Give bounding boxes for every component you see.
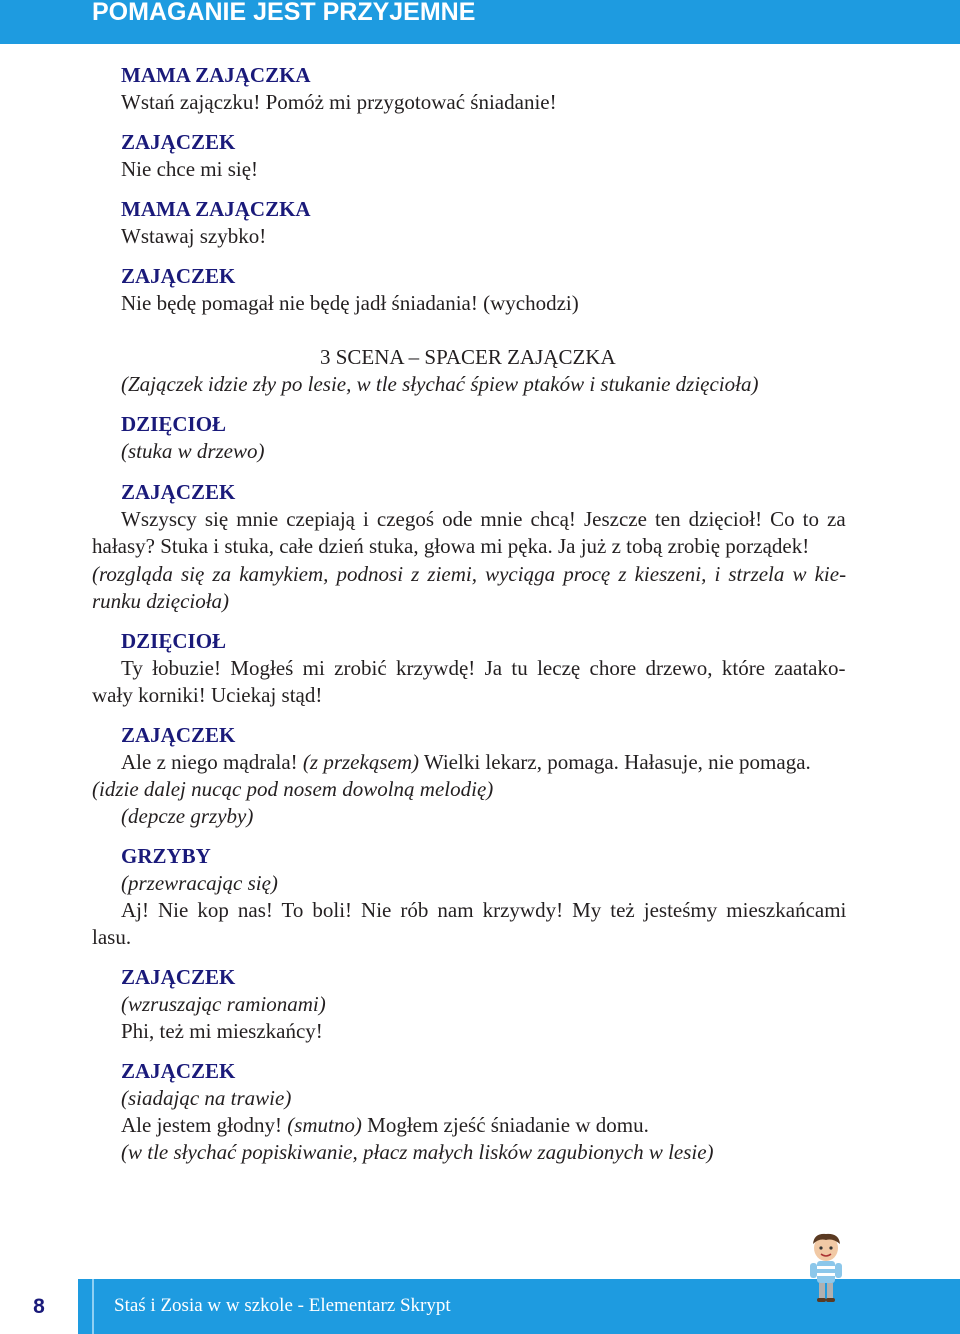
page-header [0, 0, 960, 44]
stage-direction: (przewracając się) [121, 871, 278, 895]
stage-direction: (siadając na trawie) [121, 1086, 292, 1110]
dialogue-fragment: Ale jestem głodny! [121, 1113, 288, 1137]
stage-direction: (depcze grzyby) [121, 804, 254, 828]
dialogue-line: Wstań zajączku! Pomóż mi przygotować śniadanie! [121, 90, 557, 114]
inline-direction: (smutno) [287, 1113, 362, 1137]
dialogue-fragment: Ale z niego mądrala! [121, 750, 303, 774]
speaker-name: MAMA ZAJĄCZKA [121, 63, 311, 87]
stage-direction: (idzie dalej nucąc pod nosem dowolną melodię) [92, 777, 494, 801]
dialogue-line: Wstawaj szybko! [121, 224, 267, 248]
speaker-name: DZIĘCIOŁ [121, 412, 227, 436]
boy-illustration-icon [800, 1232, 852, 1304]
dialogue-line: Wszyscy się mnie czepiają i czegoś ode mnie chcą! Jeszcze ten dzięcioł! Co to za [121, 507, 846, 531]
speaker-name: MAMA ZAJĄCZKA [121, 197, 311, 221]
dialogue-line: Phi, też mi mieszkańcy! [121, 1019, 323, 1043]
inline-direction: (z przekąsem) [302, 750, 419, 774]
speaker-name: ZAJĄCZEK [121, 723, 236, 747]
stage-direction: (Zajączek idzie zły po lesie, w tle słychać śpiew ptaków i stukanie dzięcioła) [121, 372, 759, 396]
speaker-name: DZIĘCIOŁ [121, 629, 227, 653]
stage-direction: runku dzięcioła) [92, 589, 230, 613]
dialogue-line: Ty łobuzie! Mogłeś mi zrobić krzywdę! Ja tu leczę chore drzewo, które zaatako- [121, 656, 846, 680]
speaker-name: ZAJĄCZEK [121, 965, 236, 989]
dialogue-fragment: Mogłem zjeść śniadanie w domu. [361, 1113, 649, 1137]
stage-direction: (wzruszając ramionami) [121, 992, 326, 1016]
stage-direction: (stuka w drzewo) [121, 439, 265, 463]
speaker-name: ZAJĄCZEK [121, 130, 236, 154]
dialogue-line: Aj! Nie kop nas! To boli! Nie rób nam krzywdy! My też jesteśmy mieszkańcami [121, 898, 847, 922]
dialogue-line: lasu. [92, 925, 132, 949]
page-header-title: POMAGANIE JEST PRZYJEMNE [92, 0, 476, 26]
dialogue-line: hałasy? Stuka i stuka, całe dzień stuka, głowa mi pęka. Ja już z tobą zrobię porządek! [92, 534, 810, 558]
dialogue-line: Nie chce mi się! [121, 157, 259, 181]
dialogue-line: wały korniki! Uciekaj stąd! [92, 683, 323, 707]
stage-direction: (w tle słychać popiskiwanie, płacz małych lisków zagubionych w lesie) [121, 1140, 714, 1164]
dialogue-line [121, 1112, 649, 1138]
dialogue-fragment: Wielki lekarz, pomaga. Hałasuje, nie pomaga. [418, 750, 811, 774]
scene-title: 3 SCENA – SPACER ZAJĄCZKA [320, 345, 616, 369]
speaker-name: ZAJĄCZEK [121, 264, 236, 288]
speaker-name: ZAJĄCZEK [121, 1059, 236, 1083]
speaker-name: GRZYBY [121, 844, 211, 868]
speaker-name: ZAJĄCZEK [121, 480, 236, 504]
dialogue-line [121, 749, 811, 775]
page-number: 8 [0, 1279, 78, 1334]
dialogue-line: Nie będę pomagał nie będę jadł śniadania! (wychodzi) [121, 291, 579, 315]
footer-divider [92, 1279, 94, 1334]
stage-direction: (rozgląda się za kamykiem, podnosi z ziemi, wyciąga procę z kieszeni, i strzela w kie- [92, 562, 847, 586]
footer-title: Staś i Zosia w w szkole - Elementarz Skrypt [114, 1295, 451, 1316]
